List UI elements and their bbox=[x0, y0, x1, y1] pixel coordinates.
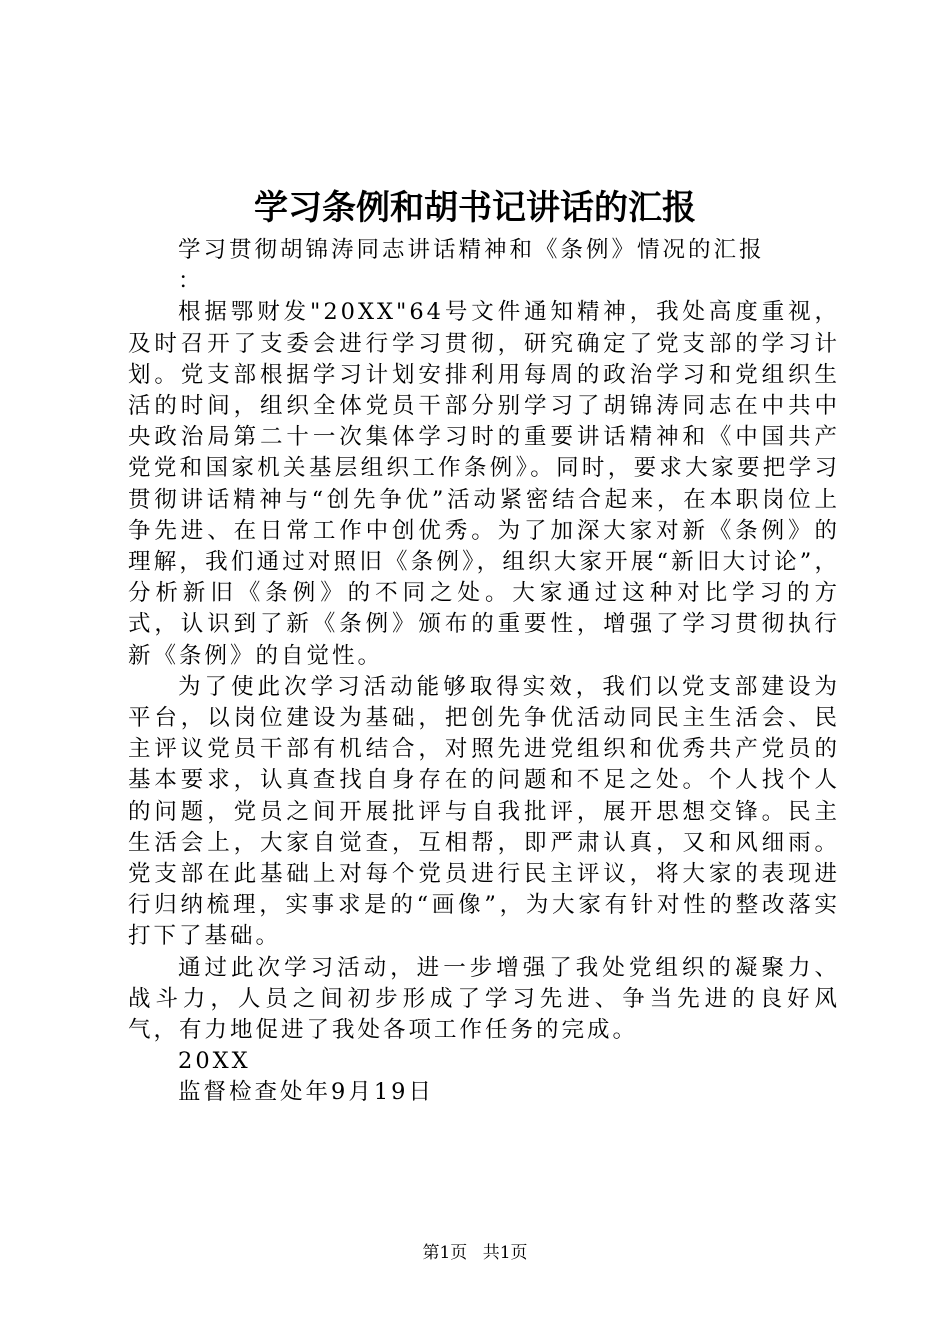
page-number-total: 共1页 bbox=[482, 1243, 528, 1263]
body-paragraph-3: 通过此次学习活动，进一步增强了我处党组织的凝聚力、战斗力，人员之间初步形成了学习先进、争当先进的良好风气，有力地促进了我处各项工作任务的完成。 bbox=[128, 954, 840, 1044]
body-paragraph-1: 根据鄂财发"20XX"64号文件通知精神，我处高度重视，及时召开了支委会进行学习贯彻，研究确定了党支部的学习计划。党支部根据学习计划安排利用每周的政治学习和党组织生活的时间，组织全体党员干部分别学习了胡锦涛同志在中共中央政治局第二十一次集体学习时的重要讲话精神和《中国共产党党和国家机关基层组织工作条例》。同时，要求大家要把学习贯彻讲话精神与“创先争优”活动紧密结合起来，在本职岗位上争先进、在日常工作中创优秀。为了加深大家对新《条例》的理解，我们通过对照旧《条例》，组织大家开展“新旧大讨论”，分析新旧《条例》的不同之处。大家通过这种对比学习的方式，认识到了新《条例》颁布的重要性，增强了学习贯彻执行新《条例》的自觉性。 bbox=[128, 299, 840, 669]
body-paragraph-2: 为了使此次学习活动能够取得实效，我们以党支部建设为平台，以岗位建设为基础，把创先争优活动同民主生活会、民主评议党员干部有机结合，对照先进党组织和优秀共产党员的基本要求，认真查找自身存在的问题和不足之处。个人找个人的问题，党员之间开展批评与自我批评，展开思想交锋。民主生活会上，大家自觉查，互相帮，即严肃认真，又和风细雨。党支部在此基础上对每个党员进行民主评议，将大家的表现进行归纳梳理，实事求是的“画像”，为大家有针对性的整改落实打下了基础。 bbox=[128, 673, 840, 950]
document-body bbox=[128, 235, 840, 1109]
document-subtitle: 学习贯彻胡锦涛同志讲话精神和《条例》情况的汇报 bbox=[178, 237, 765, 263]
signature-year: 20XX bbox=[178, 1048, 251, 1075]
signature-line: 监督检查处年9月19日 bbox=[178, 1079, 434, 1106]
document-title: 学习条例和胡书记讲话的汇报 bbox=[254, 188, 696, 228]
subtitle-colon: ： bbox=[178, 268, 204, 295]
page-number-current: 第1页 bbox=[422, 1243, 468, 1263]
page-footer bbox=[0, 1241, 950, 1265]
